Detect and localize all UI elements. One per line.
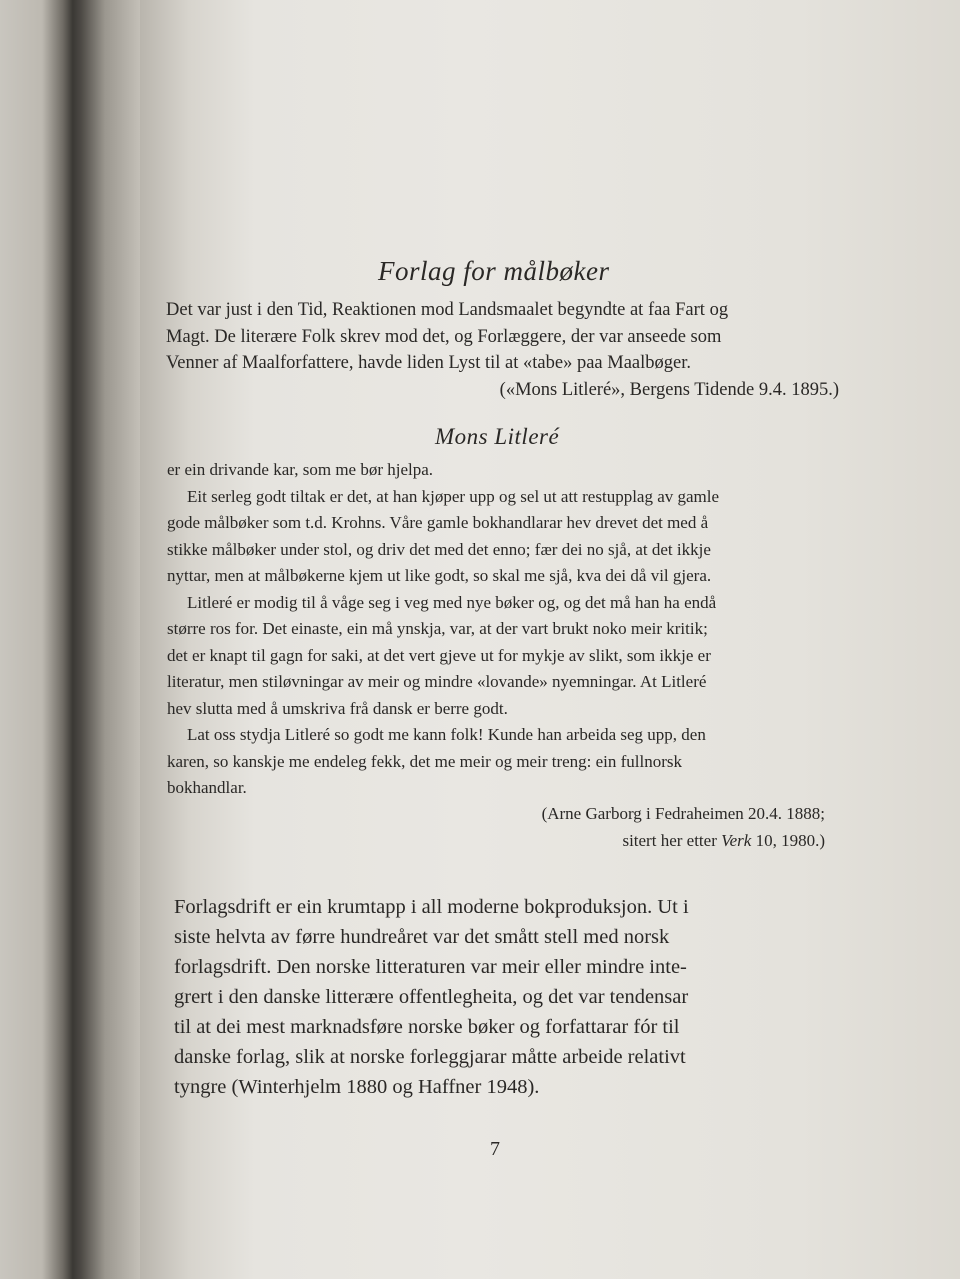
citation-text: sitert her etter: [622, 830, 722, 850]
body-paragraph: [174, 892, 854, 1102]
quote-line: Eit serleg godt tiltak er det, at han kjøper upp og sel ut att restupplag av gamle: [187, 486, 720, 506]
quote-line: det er knapt til gagn for saki, at det vert gjeve ut for mykje av slikt, som ikkje er: [167, 645, 711, 665]
quote-line: Litleré er modig til å våge seg i veg med nye bøker og, og det må han ha endå: [187, 592, 717, 612]
body-line: siste helvta av førre hundreåret var det smått stell med norsk: [174, 926, 670, 948]
body-line: til at dei mest marknadsføre norske bøker og forfattarar fór til: [174, 1016, 680, 1038]
quote-line: gode målbøker som t.d. Krohns. Våre gamle bokhandlarar hev drevet det med å: [167, 513, 709, 532]
quote-paragraph-1: [166, 297, 846, 377]
citation-text: 10, 1980.): [751, 830, 825, 850]
quote-line: nyttar, men at målbøkerne kjem ut like godt, so skal me sjå, kva dei då vil gjera.: [167, 566, 712, 585]
body-line: Forlagsdrift er ein krumtapp i all moderne bokproduksjon. Ut i: [174, 896, 689, 918]
quote-line: Det var just i den Tid, Reaktionen mod Landsmaalet begyndte at faa Fart og: [166, 300, 729, 320]
citation-bergens: («Mons Litleré», Bergens Tidende 9.4. 1895.): [499, 380, 839, 400]
quote-line: literatur, men stiløvningar av meir og mindre «lovande» nyemningar. At Litleré: [167, 672, 707, 691]
quote-line: Magt. De literære Folk skrev mod det, og Forlæggere, der var anseede som: [166, 326, 722, 347]
quote-line: bokhandlar.: [167, 778, 247, 797]
quote-line: stikke målbøker under stol, og driv det med det enno; fær dei no sjå, at det ikkje: [167, 539, 711, 559]
body-line: forlagsdrift. Den norske litteraturen var meir eller mindre inte-: [174, 956, 687, 978]
section-title-mons: Mons Litleré: [435, 424, 560, 449]
book-spine: [0, 0, 140, 1279]
quote-line: større ros for. Det einaste, ein må ynskja, var, at der vart brukt noko meir kritik;: [167, 619, 708, 638]
body-line: danske forlag, slik at norske forleggjarar måtte arbeide relativt: [174, 1046, 686, 1068]
quote-line: Venner af Maalforfattere, havde liden Lyst til at «tabe» paa Maalbøger.: [166, 353, 691, 373]
quote-line: karen, so kanskje me endeleg fekk, det me meir og meir treng: ein fullnorsk: [167, 751, 683, 771]
citation-line: (Arne Garborg i Fedraheimen 20.4. 1888;: [541, 804, 825, 823]
quote-line: hev slutta med å umskriva frå dansk er berre godt.: [167, 698, 508, 718]
quote-line: Lat oss stydja Litleré so godt me kann folk! Kunde han arbeida seg upp, den: [187, 725, 706, 744]
quote-line: er ein drivande kar, som me bør hjelpa.: [167, 460, 434, 479]
citation-garborg: [167, 801, 825, 854]
citation-line: [167, 828, 825, 855]
body-line: grert i den danske litterære offentlegheita, og det var tendensar: [174, 986, 689, 1008]
quote-paragraph-2: [167, 457, 847, 802]
body-line: tyngre (Winterhjelm 1880 og Haffner 1948).: [174, 1076, 540, 1098]
page-number: 7: [490, 1138, 500, 1160]
citation-title-italic: Verk: [721, 830, 752, 850]
section-title-forlag: Forlag for målbøker: [378, 256, 610, 286]
